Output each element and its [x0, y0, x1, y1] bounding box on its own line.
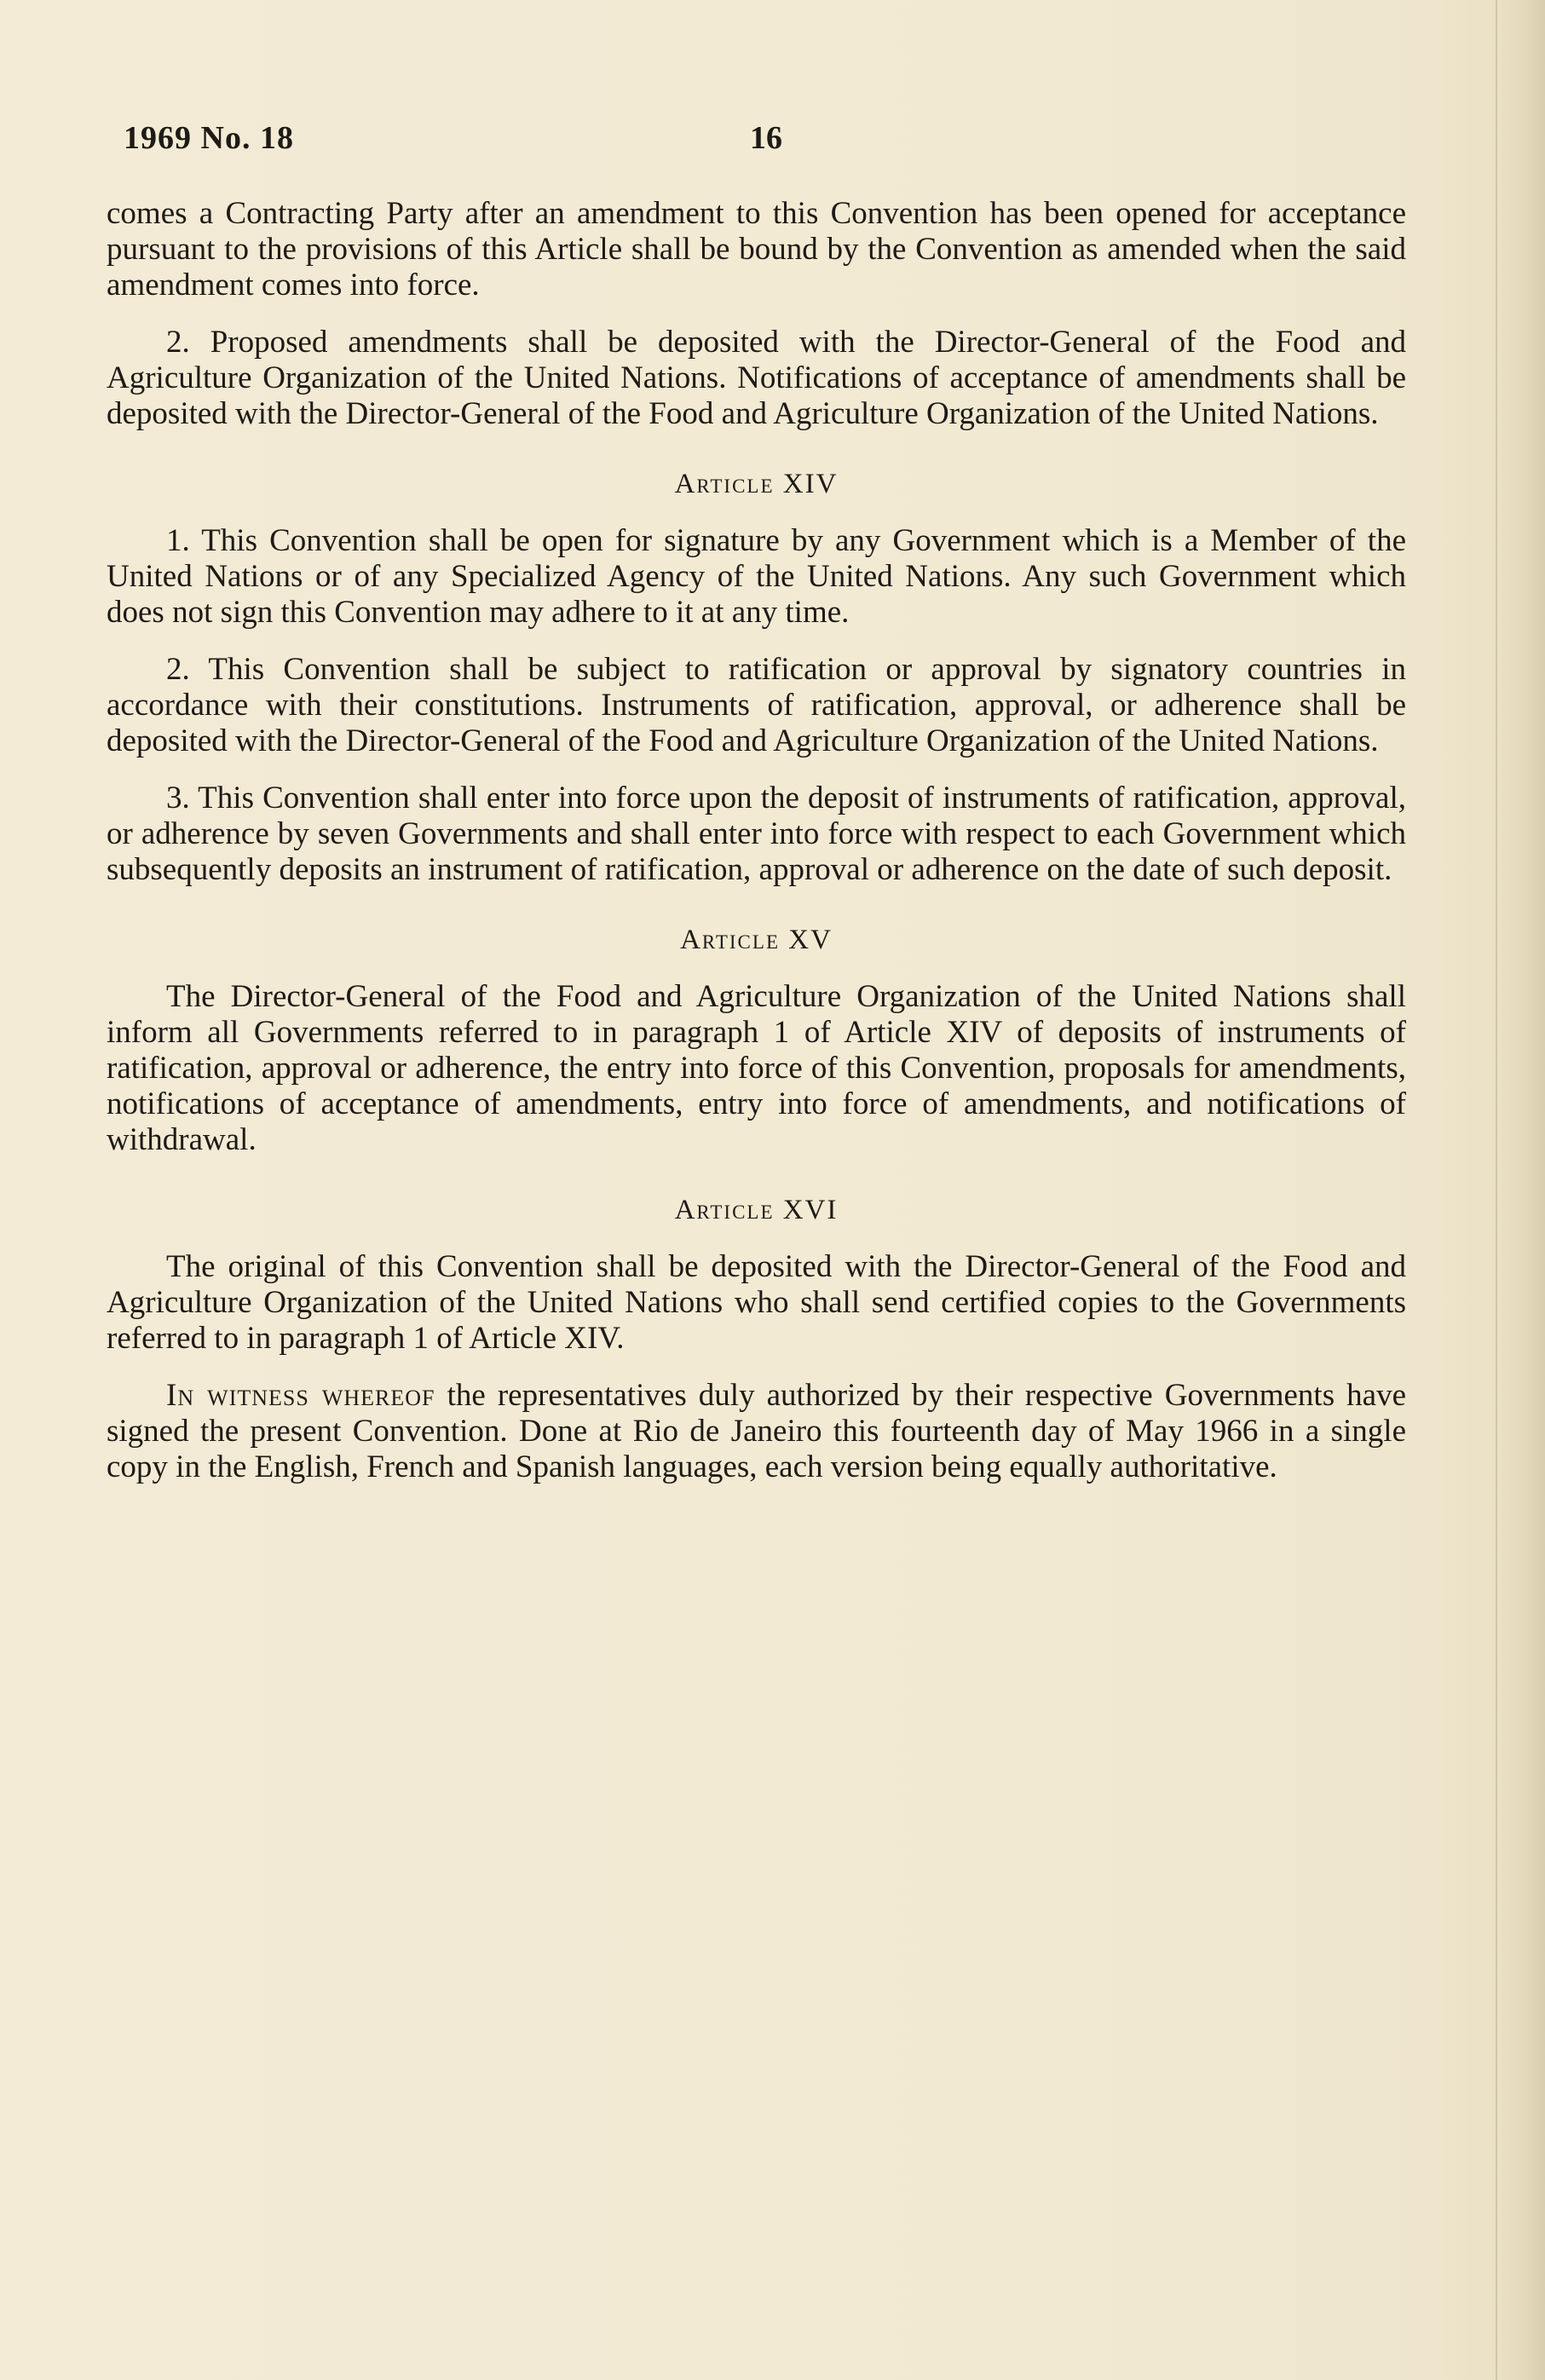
witness-paragraph	[107, 1378, 1406, 1485]
witness-text: the representatives duly authorized by their respective Governments have signed the present Convention. Done at Rio de Janeiro this fourteenth day of May 1966 in a single copy in the English, French and Spanish languages, each version being equally authoritative.	[107, 1378, 1407, 1484]
page-gutter	[1496, 0, 1545, 2380]
page-header	[124, 119, 1402, 162]
article-xv-heading: Article XV	[680, 925, 833, 955]
continuation-paragraph: comes a Contracting Party after an amendment to this Convention has been opened for acceptance pursuant to the provisions of this Article shall be bound by the Convention as amended when the said amendment comes into force.	[107, 196, 1406, 303]
article-xv-paragraph-1: The Director-General of the Food and Agriculture Organization of the United Nations shall inform all Governments referred to in paragraph 1 of Article XIV of deposits of instruments of ratification, approval or adherence, the entry into force of this Convention, proposals for amendments, notifications of acceptance of amendments, entry into force of amendments, and notifications of withdrawal.	[107, 979, 1406, 1157]
article-xiv-paragraph-2: 2. This Convention shall be subject to ratification or approval by signatory countries in accordance with their constitutions. Instruments of ratification, approval, or adherence shall be deposited with the Director-General of the Food and Agriculture Organization of the United Nations.	[107, 652, 1406, 758]
page-number: 16	[750, 120, 782, 156]
witness-lead: In witness whereof	[166, 1378, 435, 1413]
article-xvi-paragraph-1: The original of this Convention shall be deposited with the Director-General of the Food and Agriculture Organization of the United Nations who shall send certified copies to the Governments referred to in paragraph 1 of Article XIV.	[107, 1249, 1406, 1356]
article-xiv-paragraph-3: 3. This Convention shall enter into force upon the deposit of instruments of ratification, approval, or adherence by seven Governments and shall enter into force with respect to each Government which subsequently deposits an instrument of ratification, approval or adherence on the date of such deposit.	[107, 781, 1406, 887]
article-xiv-heading: Article XIV	[674, 469, 839, 499]
document-reference: 1969 No. 18	[124, 120, 294, 156]
document-body	[107, 196, 1406, 1507]
article-xiv-paragraph-1: 1. This Convention shall be open for signature by any Government which is a Member of the United Nations or of any Specialized Agency of the United Nations. Any such Government which does not sign this Convention may adhere to it at any time.	[107, 523, 1406, 630]
article-xvi-heading: Article XVI	[674, 1195, 839, 1225]
amendments-paragraph: 2. Proposed amendments shall be deposited with the Director-General of the Food and Agriculture Organization of the United Nations. Notifications of acceptance of amendments shall be deposited with the Director-General of the Food and Agriculture Organization of the United Nations.	[107, 325, 1406, 431]
